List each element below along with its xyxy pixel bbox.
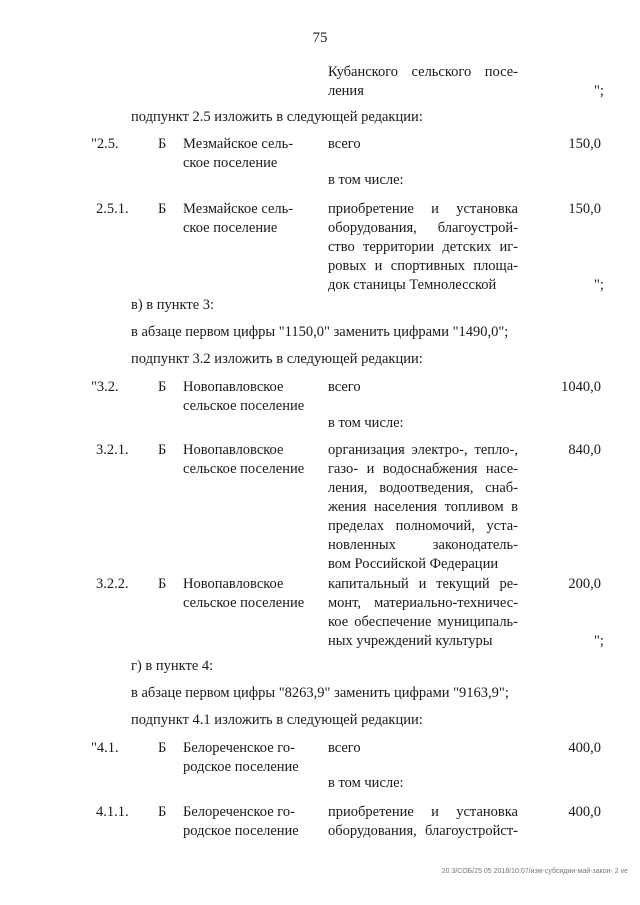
entry-category: Б	[158, 576, 167, 592]
entry-description: всего	[328, 740, 361, 756]
entry-recipient: Белореченское го-	[183, 740, 295, 756]
entry-amount: 150,0	[568, 136, 601, 152]
entry-recipient: ское поселение	[183, 155, 278, 171]
entry-description: организация электро-, тепло-, газо- и водоснабжения насе- ления, водоотведения, снаб- жения населения топливом в пределах полномочий, уста- новленных законодатель- вом Российской Федерации	[328, 442, 518, 572]
entry-description: всего	[328, 136, 361, 152]
entry-amount: 400,0	[568, 740, 601, 756]
entry-number: 2.5.1.	[96, 201, 129, 217]
entry-amount: 400,0	[568, 804, 601, 820]
instruction-paragraph: подпункт 4.1 изложить в следующей редакции:	[131, 712, 423, 728]
entry-description: всего	[328, 379, 361, 395]
page-number: 75	[312, 30, 328, 46]
entry-description: в том числе:	[328, 415, 404, 431]
entry-recipient: ское поселение	[183, 220, 278, 236]
entry-number: 4.1.1.	[96, 804, 129, 820]
entry-category: Б	[158, 201, 167, 217]
entry-category: Б	[158, 136, 167, 152]
closing-quote: ";	[594, 83, 604, 99]
entry-description: приобретение и установка оборудования, благоустройст-	[328, 804, 518, 839]
entry-description: в том числе:	[328, 775, 404, 791]
entry-category: Б	[158, 804, 167, 820]
entry-number: 3.2.1.	[96, 442, 129, 458]
entry-description: приобретение и установка оборудования, благоустрой- ство территории детских иг- ровых и спортивных площа- док станицы Темнолесской	[328, 201, 518, 293]
instruction-paragraph: подпункт 3.2 изложить в следующей редакции:	[131, 351, 423, 367]
entry-amount: 200,0	[568, 576, 601, 592]
instruction-paragraph: подпункт 2.5 изложить в следующей редакции:	[131, 109, 423, 125]
entry-amount: 150,0	[568, 201, 601, 217]
entry-number: "4.1.	[91, 740, 119, 756]
entry-number: 3.2.2.	[96, 576, 129, 592]
entry-description: капитальный и текущий ре- монт, материально-техничес- кое обеспечение муниципаль- ных учреждений культуры	[328, 576, 518, 649]
entry-recipient: Новопавловское	[183, 576, 284, 592]
entry-recipient: сельское поселение	[183, 461, 305, 477]
document-footer: 20 3/СОБ/25 05 2018/10:07/изм-субсидии-май-закон- 2 ve	[441, 868, 628, 875]
entry-category: Б	[158, 379, 167, 395]
entry-recipient: сельское поселение	[183, 398, 305, 414]
entry-number: "2.5.	[91, 136, 119, 152]
entry-description: Кубанского сельского посе- ления	[328, 64, 518, 99]
entry-amount: 840,0	[568, 442, 601, 458]
entry-recipient: Белореченское го-	[183, 804, 295, 820]
entry-recipient: Новопавловское	[183, 379, 284, 395]
entry-number: "3.2.	[91, 379, 119, 395]
entry-category: Б	[158, 442, 167, 458]
entry-category: Б	[158, 740, 167, 756]
entry-amount: 1040,0	[561, 379, 601, 395]
closing-quote: ";	[594, 633, 604, 649]
entry-recipient: родское поселение	[183, 823, 299, 839]
entry-recipient: родское поселение	[183, 759, 299, 775]
entry-recipient: Новопавловское	[183, 442, 284, 458]
entry-recipient: Мезмайское сель-	[183, 136, 294, 152]
instruction-paragraph: в абзаце первом цифры "8263,9" заменить цифрами "9163,9";	[131, 685, 509, 701]
entry-description: в том числе:	[328, 172, 404, 188]
instruction-paragraph: в абзаце первом цифры "1150,0" заменить цифрами "1490,0";	[131, 324, 509, 340]
closing-quote: ";	[594, 277, 604, 293]
instruction-paragraph: в) в пункте 3:	[131, 297, 215, 313]
entry-recipient: Мезмайское сель-	[183, 201, 294, 217]
entry-recipient: сельское поселение	[183, 595, 305, 611]
instruction-paragraph: г) в пункте 4:	[131, 658, 214, 674]
